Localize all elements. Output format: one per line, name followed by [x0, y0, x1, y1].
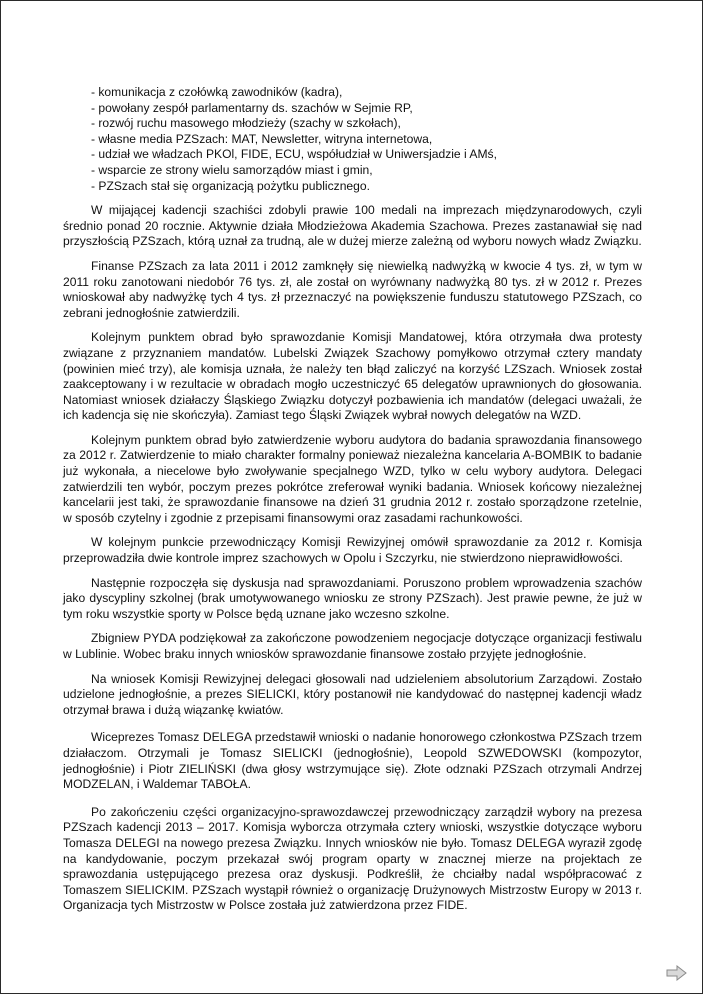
paragraph-finances: Finanse PZSzach za lata 2011 i 2012 zamknęły się niewielką nadwyżką w kwocie 4 tys. zł, w tym w 2011 roku zanotowani niedobór 76 tys. zł, ale został on wyrównany nadwyżką 80 tys. zł w 2012 r. Prezes wnioskował aby nadwyżkę tych 4 tys. zł przeznaczyć na powiększenie funduszu statutowego PZSzach, co zebrani jednogłośnie zatwierdzili. — [63, 258, 642, 320]
paragraph-honorary-members: Wiceprezes Tomasz DELEGA przedstawił wnioski o nadanie honorowego członkostwa PZSzach trzem działaczom. Otrzymali je Tomasz SIELICKI (jednogłośnie), Leopold SZWEDOWSKI (kompozytor, jednogłośnie) i Piotr ZIELIŃSKI (dwa głosy wstrzymujące się). Złote odznaki PZSzach otrzymali Andrzej MODZELAN, i Waldemar TABOŁA. — [63, 730, 642, 792]
paragraph-festival: Zbigniew PYDA podziękował za zakończone powodzeniem negocjacje dotyczące organizacji festiwalu w Lublinie. Wobec braku innych wniosków sprawozdanie finansowe zostało przyjęte jednogłośnie. — [63, 631, 642, 661]
paragraph-absolutorium: Na wniosek Komisji Rewizyjnej delegaci głosowali nad udzieleniem absolutorium Zarządowi. Zostało udzielone jednogłośnie, a prezes SIELICKI, który postanowił nie kandydować do następnej kadencji władz otrzymał brawa i dużą wiązankę kwiatów. — [63, 671, 642, 717]
list-item: - rozwój ruchu masowego młodzieży (szachy w szkołach), — [91, 116, 401, 131]
paragraph-discussion: Następnie rozpoczęła się dyskusja nad sprawozdaniami. Poruszono problem wprowadzenia szachów jako dyscypliny szkolnej (brak umotywowanego wniosku ze strony PZSzach). Jest prawie pewne, że już w tym roku wszystkie sporty w Polsce będą uznane jako wczesno szkolne. — [63, 575, 642, 621]
achievements-list — [91, 85, 642, 194]
list-item: - wsparcie ze strony wielu samorządów miast i gmin, — [91, 162, 373, 177]
list-item: - udział we władzach PKOl, FIDE, ECU, współudział w Uniwersjadzie i AMś, — [91, 147, 497, 162]
paragraph-election: Po zakończeniu części organizacyjno-sprawozdawczej przewodniczący zarządził wybory na prezesa PZSzach kadencji 2013 – 2017. Komisja wyborcza otrzymała cztery wnioski, wszystkie dotyczące wyboru Tomasza DELEGI na nowego prezesa Związku. Innych wniosków nie było. Tomasz DELEGA wyraził zgodę na kandydowanie, poczym przekazał swój program oparty w znacznej mierze na projektach ze sprawozdania ustępującego prezesa oraz dyskusji. Podkreślił, że chciałby nadal współpracować z Tomaszem SIELICKIM. PZSzach wystąpił również o organizację Drużynowych Mistrzostw Europy w 2013 r. Organizacja tych Mistrzostw w Polsce została już zatwierdzona przez FIDE. — [63, 804, 642, 913]
list-item: - komunikacja z czołówką zawodników (kadra), — [91, 85, 343, 99]
list-item: - PZSzach stał się organizacją pożytku publicznego. — [91, 178, 370, 193]
page-body — [63, 85, 642, 923]
paragraph-medals: W mijającej kadencji szachiści zdobyli prawie 100 medali na imprezach międzynarodowych, czyli średnio ponad 20 rocznie. Aktywnie działa Młodzieżowa Akademia Szachowa. Prezes zastanawiał się nad przyszłością PZSzach, którą uznał za trudną, ale w dużej mierze zależną od wyboru nowych władz Związku. — [63, 203, 642, 249]
list-item: - powołany zespół parlamentarny ds. szachów w Sejmie RP, — [91, 100, 413, 115]
list-item: - własne media PZSzach: MAT, Newsletter, witryna internetowa, — [91, 131, 433, 146]
paragraph-mandate-commission: Kolejnym punktem obrad było sprawozdanie Komisji Mandatowej, która otrzymała dwa protesty związane z przyznaniem mandatów. Lubelski Związek Szachowy pomyłkowo otrzymał cztery mandaty (powinien mieć trzy), ale komisja uznała, że należy ten błąd zaliczyć na korzyść LZSzach. Wniosek został zaakceptowany i w rezultacie w obradach mogło uczestniczyć 65 delegatów uprawnionych do głosowania. Natomiast wniosek działaczy Śląskiego Związku dotyczył pozbawienia ich mandatów (delegaci uważali, że ich kadencja się nie skończyła). Zamiast tego Śląski Związek wybrał nowych delegatów na WZD. — [63, 330, 642, 423]
paragraph-auditor: Kolejnym punktem obrad było zatwierdzenie wyboru audytora do badania sprawozdania finansowego za 2012 r. Zatwierdzenie to miało charakter formalny ponieważ niezależna kancelaria A-BOMBIK to badanie już wykonała, a niecelowe było zwoływanie specjalnego WZD, tylko w celu wybory audytora. Delegaci zatwierdzili ten wybór, poczym prezes pokrótce zreferował wyniki badania. Wniosek końcowy niezależnej kancelarii jest taki, że sprawozdanie finansowe na dzień 31 grudnia 2012 r. zostało sporządzone rzetelnie, w sposób czytelny i zgodnie z przepisami finansowymi oraz zasadami rachunkowości. — [63, 432, 642, 525]
paragraph-audit-commission: W kolejnym punkcie przewodniczący Komisji Rewizyjnej omówił sprawozdanie za 2012 r. Komisja przeprowadziła dwie kontrole imprez szachowych w Opolu i Szczyrku, nie stwierdzono nieprawidłowości. — [63, 535, 642, 566]
arrow-right-icon[interactable] — [666, 965, 688, 981]
